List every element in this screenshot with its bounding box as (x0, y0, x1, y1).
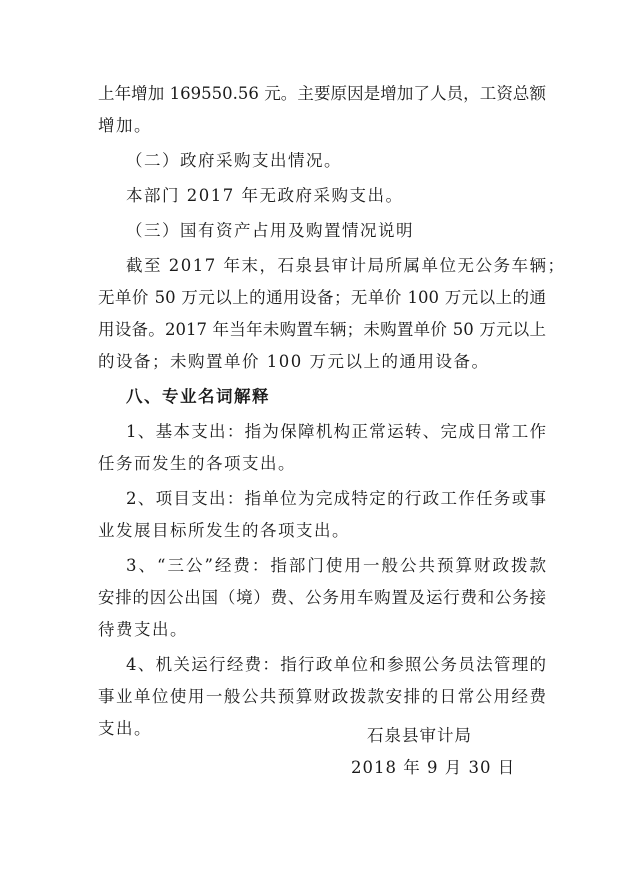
paragraph-line: 1、基本支出：指为保障机构正常运转、完成日常工作 (126, 422, 546, 441)
signature-organization: 石泉县审计局 (367, 726, 472, 745)
paragraph-line: 的设备；未购置单价 100 万元以上的通用设备。 (98, 352, 490, 371)
paragraph-line: 支出。 (98, 719, 152, 738)
paragraph-line: 用设备。2017 年当年未购置车辆；未购置单价 50 万元以上 (98, 320, 546, 339)
paragraph-line: 截至 2017 年末，石泉县审计局所属单位无公务车辆； (126, 256, 566, 275)
paragraph-line: 增加。 (98, 116, 152, 135)
paragraph-line: 事业单位使用一般公共预算财政拨款安排的日常公用经费 (98, 687, 546, 706)
paragraph-line: 任务而发生的各项支出。 (98, 454, 296, 473)
paragraph-line: 上年增加 169550.56 元。主要原因是增加了人员，工资总额 (98, 84, 546, 103)
paragraph-line: 本部门 2017 年无政府采购支出。 (126, 186, 404, 205)
document-body (98, 78, 566, 745)
section-heading-government-procurement: （二）政府采购支出情况。 (126, 151, 342, 170)
paragraph-line: 3、“三公”经费：指部门使用一般公共预算财政拨款 (126, 556, 546, 575)
paragraph-line: 2、项目支出：指单位为完成特定的行政工作任务或事 (126, 489, 546, 508)
paragraph-line: 安排的因公出国（境）费、公务用车购置及运行费和公务接 (98, 588, 546, 607)
paragraph-line: 4、机关运行经费：指行政单位和参照公务员法管理的 (126, 655, 546, 674)
section-heading-state-assets: （三）国有资产占用及购置情况说明 (126, 221, 414, 240)
section-heading-terminology: 八、专业名词解释 (126, 387, 270, 406)
paragraph-line: 无单价 50 万元以上的通用设备；无单价 100 万元以上的通 (98, 288, 546, 307)
signature-date: 2018 年 9 月 30 日 (351, 758, 516, 777)
paragraph-line: 待费支出。 (98, 620, 188, 639)
paragraph-line: 业发展目标所发生的各项支出。 (98, 521, 350, 540)
